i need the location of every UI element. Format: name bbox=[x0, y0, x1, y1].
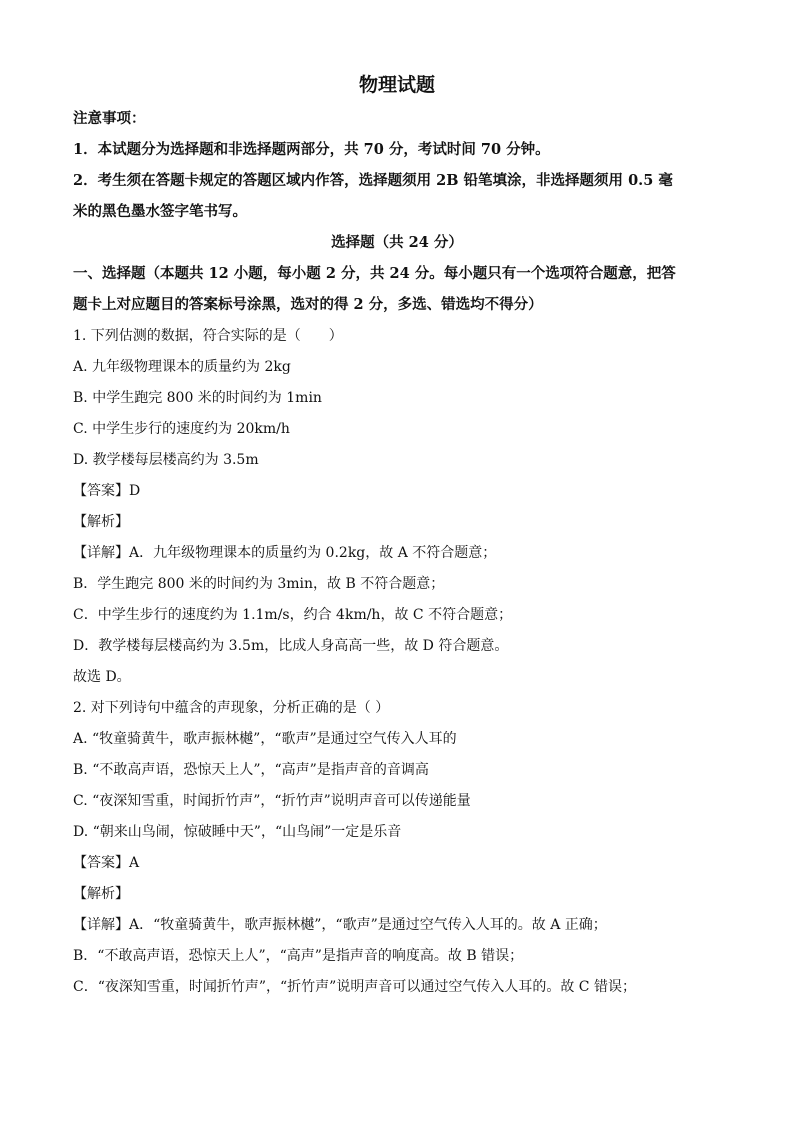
q1-option-b: B. 中学生跑完 800 米的时间约为 1min bbox=[73, 390, 322, 406]
q2-detail-b: B．“不敢高声语，恐惊天上人”，“高声”是指声音的响度高。故 B 错误； bbox=[73, 948, 524, 964]
q2-option-c: C. “夜深知雪重，时闻折竹声”，“折竹声”说明声音可以传递能量 bbox=[73, 793, 471, 809]
q1-detail-b: B．学生跑完 800 米的时间约为 3min，故 B 不符合题意； bbox=[73, 576, 445, 592]
q2-detail-c: C．“夜深知雪重，时闻折竹声”，“折竹声”说明声音可以通过空气传入人耳的。故 C 错误； bbox=[73, 979, 636, 995]
page-title: 物理试题 bbox=[358, 74, 435, 96]
section-intro-line-1: 一、选择题（本题共 12 小题，每小题 2 分，共 24 分。每小题只有一个选项符合题意，把答 bbox=[73, 265, 676, 282]
q1-detail-a: 【详解】A．九年级物理课本的质量约为 0.2kg，故 A 不符合题意； bbox=[73, 545, 497, 561]
q2-option-b: B. “不敢高声语，恐惊天上人”，“高声”是指声音的音调高 bbox=[73, 762, 429, 778]
q1-stem: 1. 下列估测的数据，符合实际的是（ ） bbox=[73, 328, 343, 344]
q2-answer: 【答案】A bbox=[73, 855, 140, 871]
notes-item-2-line-2: 米的黑色墨水签字笔书写。 bbox=[73, 203, 247, 220]
notes-heading: 注意事项： bbox=[73, 110, 146, 127]
q2-detail-a: 【详解】A．“牧童骑黄牛，歌声振林樾”，“歌声”是通过空气传入人耳的。故 A 正确； bbox=[73, 917, 607, 933]
q1-option-d: D. 教学楼每层楼高约为 3.5m bbox=[73, 452, 259, 468]
q1-analysis: 【解析】 bbox=[73, 514, 129, 530]
q2-option-a: A. “牧童骑黄牛，歌声振林樾”，“歌声”是通过空气传入人耳的 bbox=[73, 731, 457, 747]
q1-option-a: A. 九年级物理课本的质量约为 2kg bbox=[73, 359, 291, 375]
q2-stem: 2. 对下列诗句中蕴含的声现象，分析正确的是（ ） bbox=[73, 700, 390, 716]
section-title: 选择题（共 24 分） bbox=[331, 234, 463, 251]
section-intro-line-2: 题卡上对应题目的答案标号涂黑，选对的得 2 分，多选、错选均不得分） bbox=[73, 296, 543, 313]
q1-detail-d: D．教学楼每层楼高约为 3.5m，比成人身高高一些，故 D 符合题意。 bbox=[73, 638, 509, 654]
q1-answer: 【答案】D bbox=[73, 483, 141, 499]
q1-detail-c: C．中学生步行的速度约为 1.1m/s，约合 4km/h，故 C 不符合题意； bbox=[73, 607, 513, 623]
notes-item-1: 1．本试题分为选择题和非选择题两部分，共 70 分，考试时间 70 分钟。 bbox=[73, 141, 550, 158]
notes-item-2-line-1: 2．考生须在答题卡规定的答题区域内作答，选择题须用 2B 铅笔填涂，非选择题须用 0.5 毫 bbox=[73, 172, 673, 189]
q2-analysis: 【解析】 bbox=[73, 886, 129, 902]
q1-option-c: C. 中学生步行的速度约为 20km/h bbox=[73, 421, 290, 437]
q2-option-d: D. “朝来山鸟闹，惊破睡中天”，“山鸟闹”一定是乐音 bbox=[73, 824, 402, 840]
q1-conclusion: 故选 D。 bbox=[73, 669, 131, 685]
